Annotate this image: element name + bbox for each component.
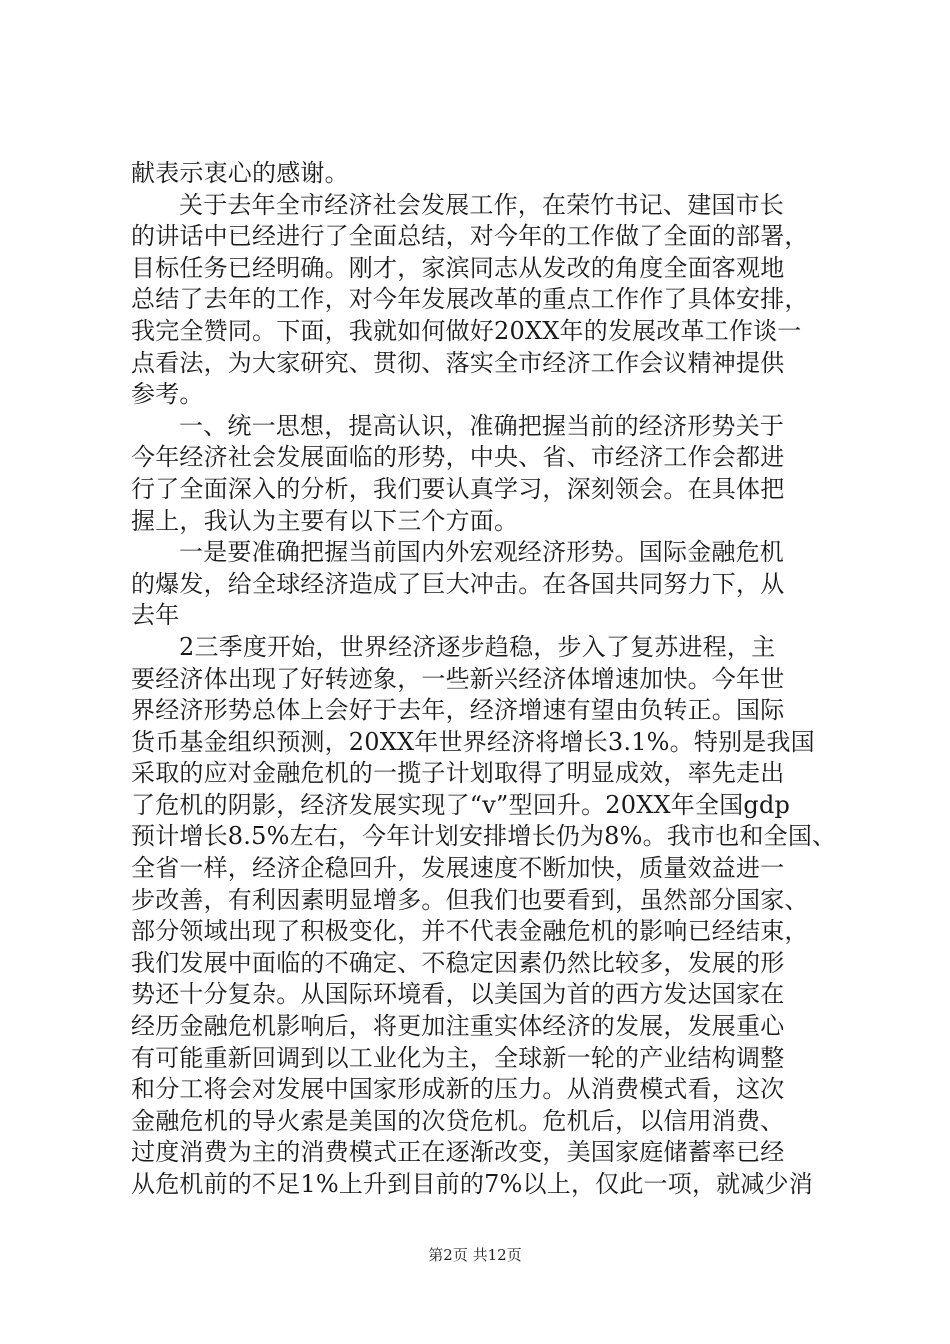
text-line: 一是要准确把握当前国内外宏观经济形势。国际金融危机 xyxy=(179,538,784,567)
text-line: 我们发展中面临的不确定、不稳定因素仍然比较多，发展的形 xyxy=(131,948,785,977)
text-line: 步改善，有利因素明显增多。但我们也要看到，虽然部分国家、 xyxy=(131,885,809,914)
text-line: 预计增长8.5%左右，今年计划安排增长仍为8%。我市也和全国、 xyxy=(131,822,837,851)
text-line: 总结了去年的工作，对今年发展改革的重点工作作了具体安排， xyxy=(131,285,809,314)
text-line: 的讲话中已经进行了全面总结，对今年的工作做了全面的部署， xyxy=(131,222,809,251)
text-line: 界经济形势总体上会好于去年，经济增速有望由负转正。国际 xyxy=(131,696,785,725)
text-line: 握上，我认为主要有以下三个方面。 xyxy=(131,506,519,535)
text-line: 部分领域出现了积极变化，并不代表金融危机的影响已经结束， xyxy=(131,917,809,946)
text-line: 了危机的阴影，经济发展实现了“v”型回升。20XX年全国gdp xyxy=(131,790,791,819)
text-line: 从危机前的不足1%上升到目前的7%以上，仅此一项，就减少消 xyxy=(131,1170,813,1198)
text-line: 献表示衷心的感谢。 xyxy=(131,159,349,187)
text-line: 去年 xyxy=(131,601,180,630)
text-line: 金融危机的导火索是美国的次贷危机。危机后，以信用消费、 xyxy=(131,1106,785,1135)
text-line: 2三季度开始，世界经济逐步趋稳，步入了复苏进程，主 xyxy=(179,632,776,661)
text-line: 点看法，为大家研究、贯彻、落实全市经济工作会议精神提供 xyxy=(131,348,785,377)
text-line: 和分工将会对发展中国家形成新的压力。从消费模式看，这次 xyxy=(131,1075,785,1104)
document-body xyxy=(131,158,837,1201)
text-line: 经历金融危机影响后，将更加注重实体经济的发展，发展重心 xyxy=(131,1012,785,1041)
text-line: 货币基金组织预测，20XX年世界经济将增长3.1%。特别是我国 xyxy=(131,727,815,756)
text-line: 全省一样，经济企稳回升，发展速度不断加快，质量效益进一 xyxy=(131,854,785,883)
page-footer: 第2页 共12页 xyxy=(428,1246,522,1264)
text-line: 过度消费为主的消费模式正在逐渐改变，美国家庭储蓄率已经 xyxy=(131,1138,785,1167)
text-line: 有可能重新回调到以工业化为主，全球新一轮的产业结构调整 xyxy=(131,1043,785,1072)
text-line: 我完全赞同。下面，我就如何做好20XX年的发展改革工作谈一 xyxy=(131,316,802,345)
text-line: 参考。 xyxy=(131,380,204,409)
text-line: 采取的应对金融危机的一揽子计划取得了明显成效，率先走出 xyxy=(131,759,785,788)
text-line: 关于去年全市经济社会发展工作，在荣竹书记、建国市长 xyxy=(179,190,784,219)
text-line: 一、统一思想，提高认识，准确把握当前的经济形势关于 xyxy=(179,411,784,440)
text-line: 今年经济社会发展面临的形势，中央、省、市经济工作会都进 xyxy=(131,443,785,472)
text-line: 目标任务已经明确。刚才，家滨同志从发改的角度全面客观地 xyxy=(131,253,785,282)
text-line: 行了全面深入的分析，我们要认真学习，深刻领会。在具体把 xyxy=(131,474,785,503)
text-line: 的爆发，给全球经济造成了巨大冲击。在各国共同努力下，从 xyxy=(131,569,785,598)
text-line: 势还十分复杂。从国际环境看，以美国为首的西方发达国家在 xyxy=(131,980,785,1009)
text-line: 要经济体出现了好转迹象，一些新兴经济体增速加快。今年世 xyxy=(131,664,785,693)
